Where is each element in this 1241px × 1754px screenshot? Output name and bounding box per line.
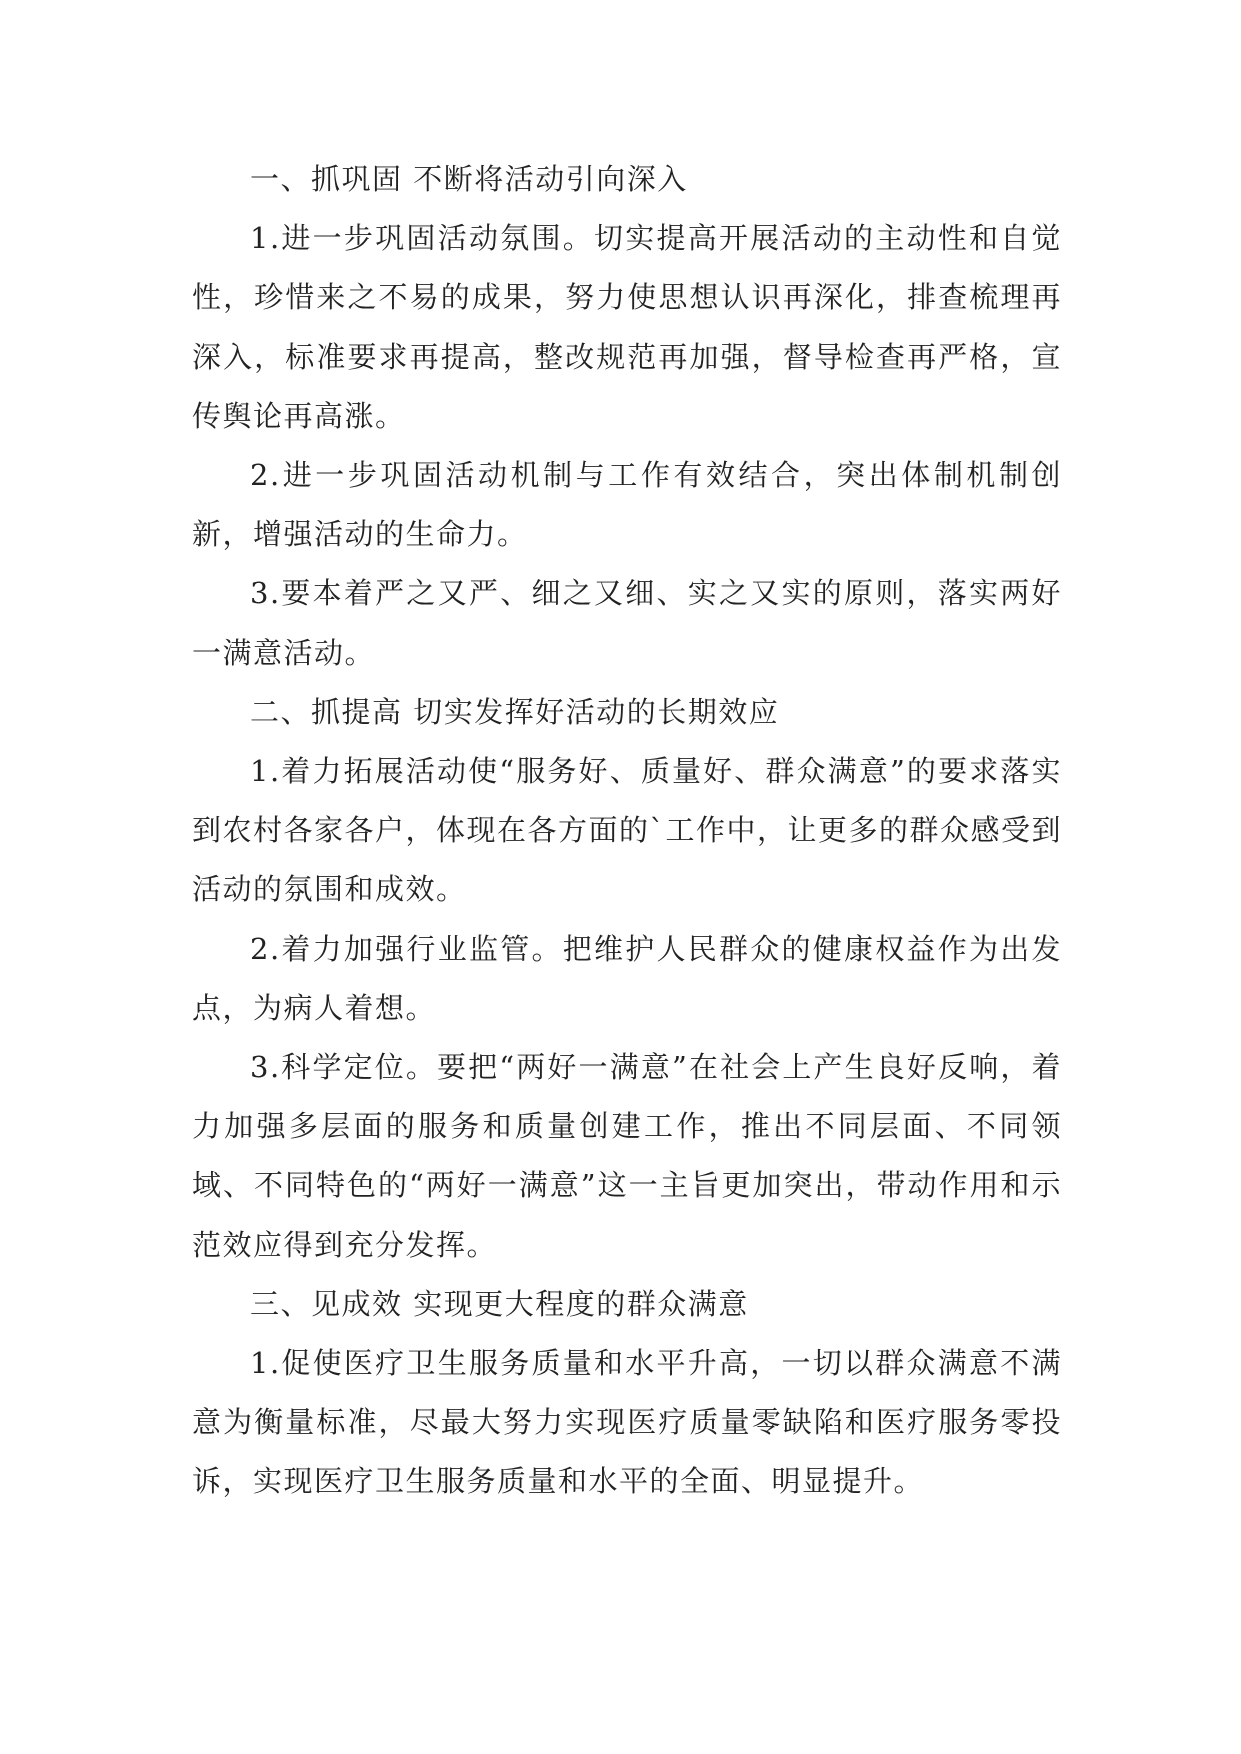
document-body [192,150,1062,1512]
section-heading-3: 三、见成效 实现更大程度的群众满意 [250,1286,749,1321]
paragraph-3-1: 1.促使医疗卫生服务质量和水平升高，一切以群众满意不满意为衡量标准，尽最大努力实现医疗质量零缺陷和医疗服务零投诉，实现医疗卫生服务质量和水平的全面、明显提升。 [192,1346,1062,1499]
paragraph-2-3: 3.科学定位。要把“两好一满意”在社会上产生良好反响，着力加强多层面的服务和质量创建工作，推出不同层面、不同领域、不同特色的“两好一满意”这一主旨更加突出，带动作用和示范效应得到充分发挥。 [192,1050,1062,1262]
section-heading-1: 一、抓巩固 不断将活动引向深入 [250,162,688,196]
section-heading-2: 二、抓提高 切实发挥好活动的长期效应 [250,694,780,729]
paragraph-2-1: 1.着力拓展活动使“服务好、质量好、群众满意”的要求落实到农村各家各户，体现在各方面的`工作中，让更多的群众感受到活动的氛围和成效。 [192,754,1063,907]
paragraph-1-2: 2.进一步巩固活动机制与工作有效结合，突出体制机制创新，增强活动的生命力。 [192,458,1062,552]
paragraph-2-2: 2.着力加强行业监管。把维护人民群众的健康权益作为出发点，为病人着想。 [192,931,1062,1025]
paragraph-1-3: 3.要本着严之又严、细之又细、实之又实的原则，落实两好一满意活动。 [192,576,1062,670]
paragraph-1-1: 1.进一步巩固活动氛围。切实提高开展活动的主动性和自觉性，珍惜来之不易的成果，努力使思想认识再深化，排查梳理再深入，标准要求再提高，整改规范再加强，督导检查再严格，宣传舆论再高涨。 [192,221,1062,433]
